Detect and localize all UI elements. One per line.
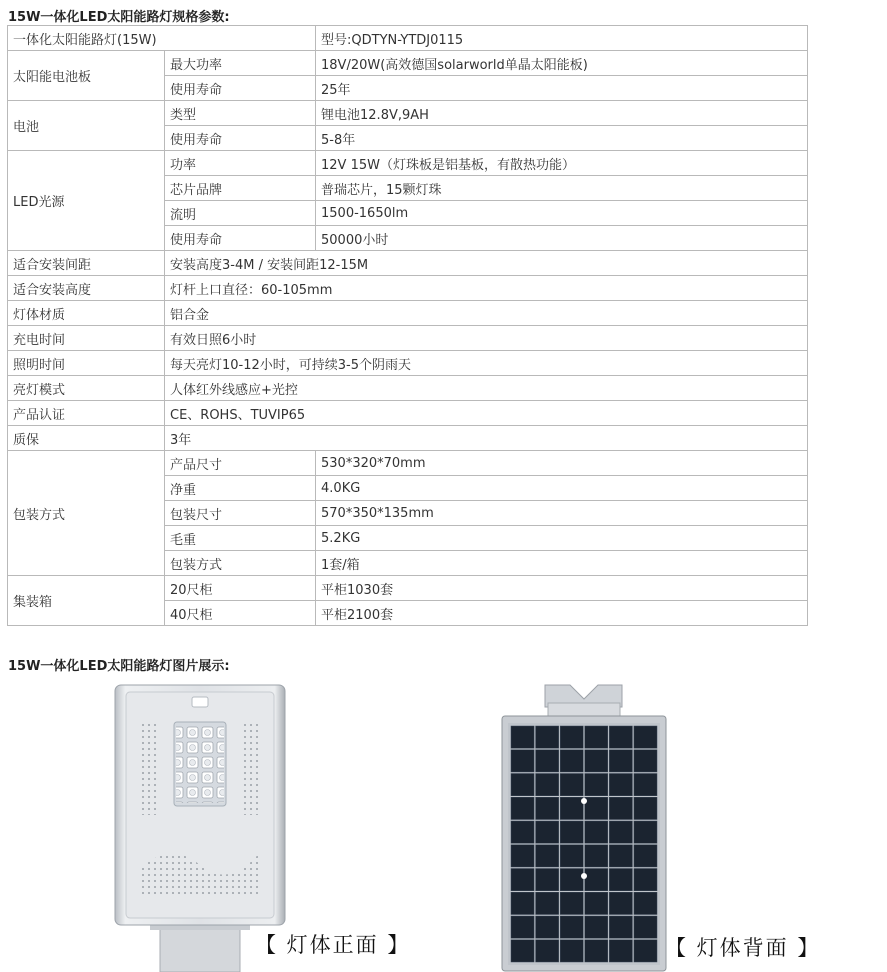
solar-cell [585, 940, 608, 962]
solar-cell [609, 869, 632, 891]
table-row [8, 576, 808, 601]
spec-value: CE、ROHS、TUVIP65 [165, 401, 808, 426]
solar-cell [560, 869, 583, 891]
solar-cell [560, 892, 583, 914]
solar-cell [511, 726, 534, 748]
solar-cell [585, 821, 608, 843]
spec-key: 40尺柜 [165, 601, 316, 626]
spec-value: 普瑞芯片，15颗灯珠 [316, 176, 808, 201]
table-row [8, 26, 808, 51]
front-view-caption: 【 灯体正面 】 [255, 933, 411, 957]
spec-key: 使用寿命 [165, 76, 316, 101]
spec-key: 芯片品牌 [165, 176, 316, 201]
gallery-section-title: 15W一体化LED太阳能路灯图片展示: [8, 659, 230, 674]
solar-cell [511, 869, 534, 891]
solar-cell [511, 940, 534, 962]
table-row [8, 101, 808, 126]
solar-cell [536, 869, 559, 891]
solar-cell [536, 797, 559, 819]
solar-cell [609, 940, 632, 962]
spec-value: 4.0KG [316, 476, 808, 501]
table-row [8, 376, 808, 401]
spec-value: 50000小时 [316, 226, 808, 251]
solar-cell [609, 845, 632, 867]
spec-key: 产品尺寸 [165, 451, 316, 476]
solar-cell [536, 726, 559, 748]
solar-cell [585, 869, 608, 891]
spec-section-title: 15W一体化LED太阳能路灯规格参数: [8, 10, 230, 25]
table-row [8, 351, 808, 376]
spec-value: 25年 [316, 76, 808, 101]
spec-key: 质保 [8, 426, 165, 451]
spec-value: 570*350*135mm [316, 501, 808, 526]
solar-cell [634, 774, 657, 796]
spec-value: 3年 [165, 426, 808, 451]
spec-value: 铝合金 [165, 301, 808, 326]
table-row [8, 426, 808, 451]
vent-holes-right [244, 720, 262, 815]
spec-value: 人体红外线感应+光控 [165, 376, 808, 401]
spec-key: 产品认证 [8, 401, 165, 426]
panel-marker [581, 798, 587, 804]
spec-value: 12V 15W（灯珠板是铝基板，有散热功能） [316, 151, 808, 176]
solar-cell [634, 869, 657, 891]
solar-cell [634, 845, 657, 867]
spec-value: 530*320*70mm [316, 451, 808, 476]
solar-cell [536, 916, 559, 938]
spec-key: 充电时间 [8, 326, 165, 351]
solar-cell [634, 940, 657, 962]
spec-value: 有效日照6小时 [165, 326, 808, 351]
spec-key: 20尺柜 [165, 576, 316, 601]
solar-cell [634, 750, 657, 772]
spec-key: 照明时间 [8, 351, 165, 376]
panel-marker [581, 873, 587, 879]
group-label-battery: 电池 [8, 101, 165, 151]
spec-value: 18V/20W(高效德国solarworld单晶太阳能板) [316, 51, 808, 76]
spec-key: 最大功率 [165, 51, 316, 76]
table-row [8, 151, 808, 176]
spec-value: 锂电池12.8V,9AH [316, 101, 808, 126]
solar-cell [609, 774, 632, 796]
solar-cell [609, 726, 632, 748]
spec-value: 1套/箱 [316, 551, 808, 576]
solar-cell [634, 821, 657, 843]
solar-cell [634, 726, 657, 748]
back-view-caption: 【 灯体背面 】 [665, 936, 821, 960]
table-row [8, 276, 808, 301]
solar-cell [585, 726, 608, 748]
solar-cell [536, 892, 559, 914]
solar-cell [560, 797, 583, 819]
lamp-mount-bracket [160, 925, 240, 972]
table-row [8, 301, 808, 326]
table-row [8, 51, 808, 76]
pir-sensor [192, 697, 208, 707]
spec-value: 平柜1030套 [316, 576, 808, 601]
solar-cell [560, 726, 583, 748]
solar-cell [511, 845, 534, 867]
solar-cell [585, 797, 608, 819]
group-label-packing: 包装方式 [8, 451, 165, 576]
solar-cell [536, 940, 559, 962]
solar-cell [634, 797, 657, 819]
table-row [8, 401, 808, 426]
group-label-container: 集装箱 [8, 576, 165, 626]
spec-value: 平柜2100套 [316, 601, 808, 626]
solar-cell [560, 750, 583, 772]
solar-cell [609, 892, 632, 914]
solar-cell [511, 916, 534, 938]
solar-cell [511, 797, 534, 819]
table-row [8, 251, 808, 276]
table-row [8, 451, 808, 476]
spec-key: 净重 [165, 476, 316, 501]
lamp-back-image [500, 683, 668, 972]
product-name-cell: 一体化太阳能路灯(15W) [8, 26, 316, 51]
spec-key: 亮灯模式 [8, 376, 165, 401]
solar-cell [634, 892, 657, 914]
spec-value: 每天亮灯10-12小时，可持续3-5个阴雨天 [165, 351, 808, 376]
solar-cell [511, 892, 534, 914]
spec-key: 适合安装间距 [8, 251, 165, 276]
spec-value: 5-8年 [316, 126, 808, 151]
solar-cell [585, 750, 608, 772]
solar-cell [609, 916, 632, 938]
spec-key: 包装方式 [165, 551, 316, 576]
solar-cell [536, 774, 559, 796]
solar-cell [609, 797, 632, 819]
solar-cell [536, 750, 559, 772]
solar-cell [585, 774, 608, 796]
solar-cell [560, 916, 583, 938]
table-row [8, 326, 808, 351]
solar-cell [585, 845, 608, 867]
solar-cell [511, 821, 534, 843]
spec-value: 5.2KG [316, 526, 808, 551]
spec-key: 功率 [165, 151, 316, 176]
model-cell: 型号:QDTYN-YTDJ0115 [316, 26, 808, 51]
solar-cell [609, 750, 632, 772]
spec-key: 使用寿命 [165, 126, 316, 151]
solar-cell [536, 845, 559, 867]
solar-cell [560, 821, 583, 843]
spec-key: 灯体材质 [8, 301, 165, 326]
spec-key: 包装尺寸 [165, 501, 316, 526]
spec-key: 毛重 [165, 526, 316, 551]
spec-key: 使用寿命 [165, 226, 316, 251]
vent-holes-left [138, 720, 156, 815]
solar-cell [585, 916, 608, 938]
group-label-led: LED光源 [8, 151, 165, 251]
solar-cell [536, 821, 559, 843]
spec-table [7, 25, 808, 626]
solar-cell [560, 940, 583, 962]
spec-value: 1500-1650lm [316, 201, 808, 226]
spec-value: 安装高度3-4M / 安装间距12-15M [165, 251, 808, 276]
solar-cell [511, 750, 534, 772]
solar-cell [511, 774, 534, 796]
spec-key: 适合安装高度 [8, 276, 165, 301]
solar-cell [609, 821, 632, 843]
solar-cell [585, 892, 608, 914]
group-label-solar-panel: 太阳能电池板 [8, 51, 165, 101]
spec-value: 灯杆上口直径：60-105mm [165, 276, 808, 301]
solar-cell [560, 845, 583, 867]
spec-key: 流明 [165, 201, 316, 226]
solar-cell [634, 916, 657, 938]
solar-cell [560, 774, 583, 796]
spec-key: 类型 [165, 101, 316, 126]
